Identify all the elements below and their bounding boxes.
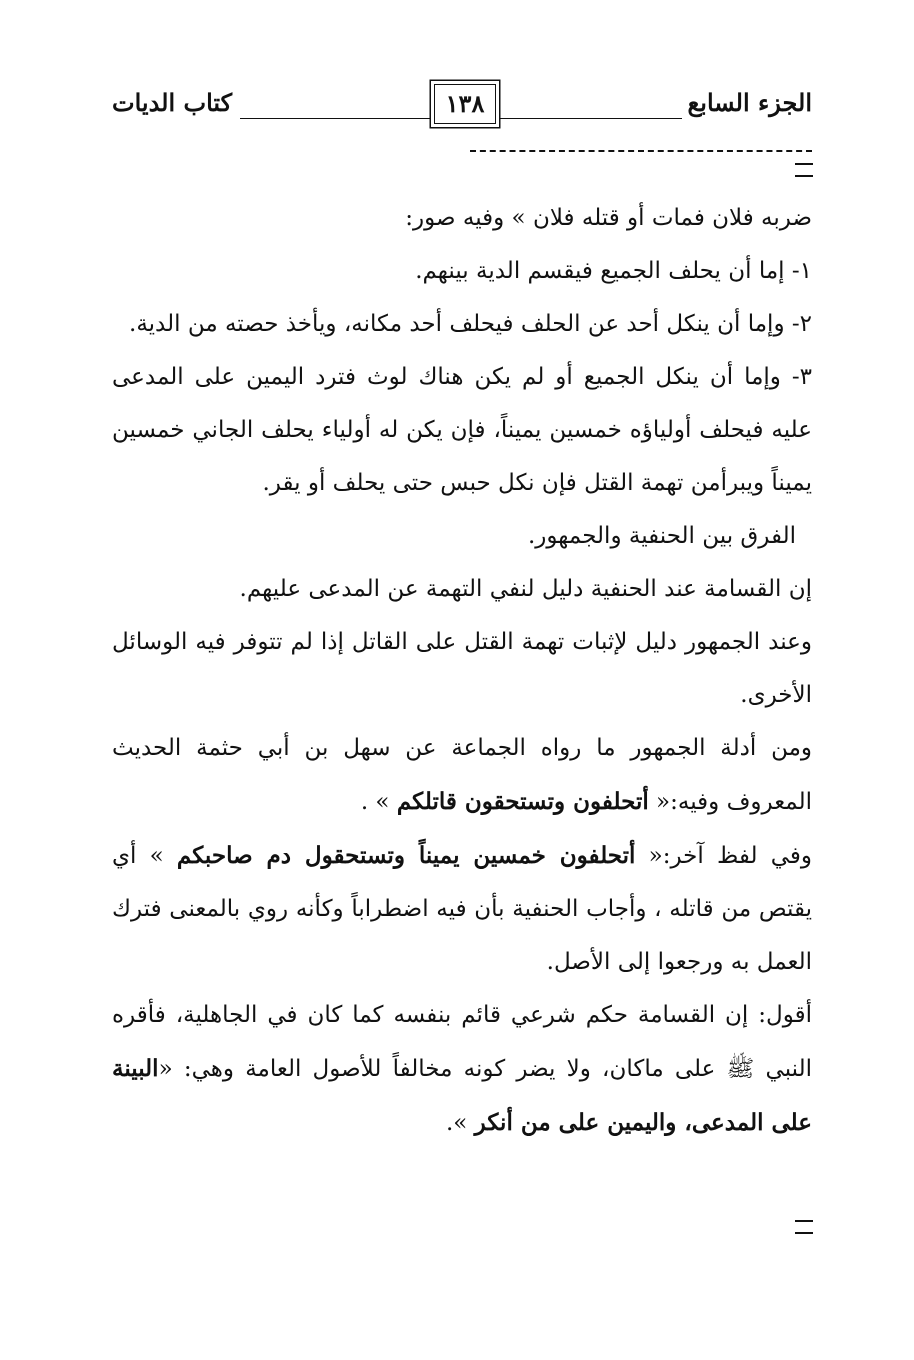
text-run: ومن أدلة الجمهور ما رواه الجماعة عن سهل بن أبي حثمة الحديث المعروف وفيه:«: [112, 735, 812, 815]
paragraph: [112, 989, 812, 1150]
list-item: ٣- وإما أن ينكل الجميع أو لم يكن هناك لوث فترد اليمين على المدعى عليه فيحلف أولياؤه خمسين يميناً، فإن يكن له أولياء يحلف الجاني خمسين يميناً ويبرأمن تهمة القتل فإن نكل حبس حتى يحلف أو يقر.: [112, 364, 812, 496]
page-body: [112, 192, 812, 1150]
section-heading: الفرق بين الحنفية والجمهور.: [528, 523, 796, 549]
text-run: ».: [445, 1110, 475, 1136]
header-dashed-rule: [470, 150, 812, 152]
paragraph: ضربه فلان فمات أو قتله فلان » وفيه صور:: [405, 205, 812, 231]
list-item: ١- إما أن يحلف الجميع فيقسم الدية بينهم.: [415, 258, 812, 284]
volume-title: الجزء السابع: [687, 88, 812, 117]
text-run: أقول: إن القسامة حكم شرعي قائم بنفسه كما كان في الجاهلية، فأقره النبي ﷺ على ماكان، ولا يضر كونه مخالفاً للأصول العامة وهي: «: [112, 1002, 812, 1082]
legal-maxim: البينة على المدعى، واليمين على من أنكر: [112, 1055, 812, 1136]
paragraph: وعند الجمهور دليل لإثبات تهمة القتل على القاتل إذا لم تتوفر فيه الوسائل الأخرى.: [112, 629, 812, 708]
paragraph: إن القسامة عند الحنفية دليل لنفي التهمة عن المدعى عليهم.: [239, 576, 812, 602]
list-item: ٢- وإما أن ينكل أحد عن الحلف فيحلف أحد مكانه، ويأخذ حصته من الدية.: [129, 311, 812, 337]
hadith-quote: أتحلفون وتستحقون قاتلكم: [396, 788, 649, 815]
page-header: [112, 82, 812, 136]
header-rule-right: [496, 118, 682, 119]
text-run: » .: [360, 789, 397, 815]
paragraph: [112, 722, 812, 829]
top-separator-mark: [795, 163, 813, 177]
paragraph: [112, 829, 812, 989]
text-run: » أي يقتص من قاتله ، وأجاب الحنفية بأن فيه اضطراباً وكأنه روي بالمعنى فترك العمل به ورجعوا إلى الأصل.: [112, 843, 812, 975]
bottom-separator-mark: [795, 1220, 813, 1234]
hadith-quote: أتحلفون خمسين يميناً وتستحقول دم صاحبكم: [176, 842, 636, 869]
page-number: ١٣٨: [434, 84, 496, 124]
text-run: وفي لفظ آخر:«: [635, 843, 812, 869]
book-title: كتاب الديات: [112, 88, 233, 117]
